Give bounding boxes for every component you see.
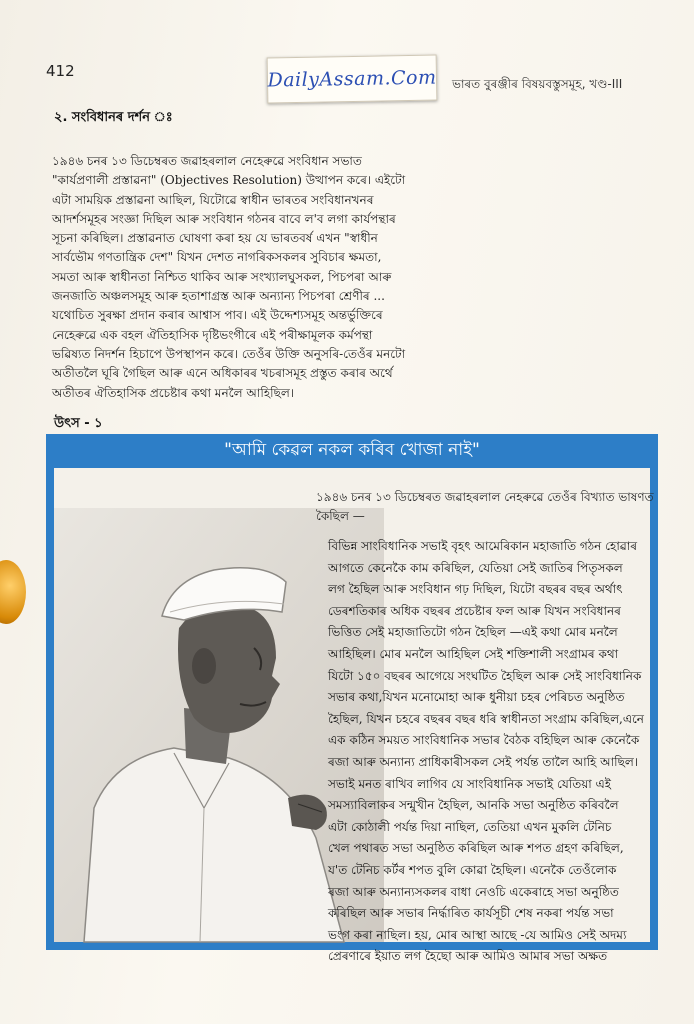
source-title: "আমি কেৱল নকল কৰিব খোজা নাই": [224, 440, 480, 460]
quote-line: ৰজা আৰু অন্যান্য প্ৰাধিকাৰীসকল সেই পৰ্যন্ত তালৈ আহি আছিল।: [328, 754, 639, 769]
source-lead: [316, 488, 654, 526]
body-line: আদৰ্শসমূহৰ সংজ্ঞা দিছিল আৰু সংবিধান গঠনৰ বাবে ল'ব লগা কাৰ্যপন্থাৰ: [52, 211, 396, 226]
watermark-sticker: [267, 55, 438, 104]
quote-line: আহিছিল। মোৰ মনলৈ আহিছিল সেই শক্তিশালী সংগ্ৰামৰ কথা: [328, 646, 619, 661]
body-line: ভৱিষ্যত নিদৰ্শন হিচাপে উপস্থাপন কৰে। তেওঁৰ উক্তি অনুসৰি-তেওঁৰ মনটো: [52, 346, 406, 361]
body-line: যথোচিত সুৰক্ষা প্ৰদান কৰাৰ আশ্বাস পাব। এই উদ্দেশ্যসমূহ অন্তৰ্ভুক্তিৰে: [52, 308, 383, 323]
watermark-text: DailyAssam.Com: [267, 66, 437, 92]
lead-line: কৈছিল —: [316, 509, 365, 523]
source-box: [46, 434, 658, 964]
quote-line: য'ত টেনিচ কৰ্টৰ শপত বুলি কোৱা হৈছিল। এনেকৈ তেওঁলোক: [328, 862, 617, 877]
page-number: 412: [46, 62, 75, 80]
quote-line: বিভিন্ন সাংবিধানিক সভাই বৃহৎ আমেৰিকান মহাজাতি গঠন হোৱাৰ: [328, 539, 638, 553]
quote-line: ভিত্তিত সেই মহাজাতিটো গঠন হৈছিল —এই কথা মোৰ মনলৈ: [328, 625, 618, 640]
source-content: [54, 468, 654, 964]
body-line: "কাৰ্যপ্ৰণালী প্ৰস্তাৱনা" (Objectives Resolution) উত্থাপন কৰে। এইটো: [52, 173, 406, 188]
body-line: সমতা আৰু স্বাধীনতা নিশ্চিত থাকিব আৰু সংখ্যালঘুসকল, পিচপৰা আৰু: [52, 269, 392, 284]
body-line: অতীতৰ ঐতিহাসিক প্ৰচেষ্টাৰ কথা মনলৈ আহিছিল।: [52, 385, 295, 400]
quote-line: এটা কোঠালী পৰ্যন্ত দিয়া নাছিল, তেতিয়া এখন মুকলি টেনিচ: [328, 819, 612, 834]
coin-object: [0, 560, 26, 624]
body-line: জনজাতি অঞ্চলসমূহ আৰু হতাশাগ্ৰস্ত আৰু অন্যান্য পিচপৰা শ্ৰেণীৰ ...: [52, 289, 385, 304]
source-quote: [328, 536, 650, 968]
quote-line: কৰিছিল আৰু সভাৰ নিৰ্দ্ধাৰিত কাৰ্যসূচী শেষ নকৰা পৰ্যন্ত সভা: [328, 906, 614, 921]
quote-line: যিটো ১৫০ বছৰৰ আগেয়ে সংঘটিত হৈছিল আৰু সেই সাংবিধানিক: [328, 668, 642, 683]
source-label: উৎস - ১: [54, 416, 103, 431]
quote-line: সভাই মনত ৰাখিব লাগিব যে সাংবিধানিক সভাই যেতিয়া এই: [328, 776, 611, 791]
lead-line: ১৯৪৬ চনৰ ১৩ ডিচেম্বৰত জৱাহৰলাল নেহৰুৱে তেওঁৰ বিখ্যাত ভাষণত: [316, 490, 654, 504]
quote-line: আগতে কেনেকৈ কাম কৰিছিল, যেতিয়া সেই জাতিৰ পিতৃসকল: [328, 560, 623, 575]
quote-line: খেল পথাৰত সভা অনুষ্ঠিত কৰিছিল আৰু শপত গ্ৰহণ কৰিছিল,: [328, 841, 624, 856]
running-head: ভাৰত বুৰঞ্জীৰ বিষয়বস্তুসমূহ, খণ্ড-III: [452, 77, 623, 91]
body-line: সূচনা কৰিছিল। প্ৰস্তাৱনাত ঘোষণা কৰা হয় যে ভাৰতবৰ্ষ এখন "স্বাধীন: [52, 231, 378, 246]
section-body: [52, 152, 642, 403]
quote-line: ৰজা আৰু অন্যান্যসকলৰ বাধা নেওচি একেৰাহে সভা অনুষ্ঠিত: [328, 884, 619, 899]
quote-line: ডেৰশতিকাৰ অধিক বছৰৰ প্ৰচেষ্টাৰ ফল আৰু যিখন সংবিধানৰ: [328, 603, 621, 618]
quote-line: প্ৰেৰণাৰে ইয়াত লগ হৈছো আৰু আমিও আমাৰ সভা অক্ষত: [328, 949, 608, 964]
body-line: নেহেৰুৱে এক বহল ঐতিহাসিক দৃষ্টিভংগীৰে এই পৰীক্ষামূলক কৰ্মপন্থা: [52, 327, 373, 342]
body-line: অতীতলৈ ঘূৰি গৈছিল আৰু এনে অধিকাৰৰ খচৰাসমূহ প্ৰস্তুত কৰাৰ অৰ্থে: [52, 366, 393, 381]
body-line: সাৰ্বভৌম গণতান্ত্ৰিক দেশ" যিখন দেশত নাগৰিকসকলৰ সুবিচাৰ ক্ষমতা,: [52, 250, 382, 265]
body-line: ১৯৪৬ চনৰ ১৩ ডিচেম্বৰত জৱাহৰলাল নেহেৰুৱে সংবিধান সভাত: [52, 154, 362, 168]
body-line: এটা সাময়িক প্ৰস্তাৱনা আছিল, যিটোৱে স্বাধীন ভাৰতৰ সংবিধানখনৰ: [52, 192, 374, 207]
quote-line: সভাৰ কথা,যিখন মনোমোহা আৰু ধুনীয়া চহৰ পেৰিচত অনুষ্ঠিত: [328, 690, 625, 705]
source-title-bar: [46, 434, 658, 468]
section-heading: ২. সংবিধানৰ দৰ্শন ঃ: [54, 110, 173, 125]
quote-line: এক কঠিন সময়ত সাংবিধানিক সভাৰ বৈঠক বহিছিল আৰু কেনেকৈ: [328, 733, 640, 748]
quote-line: লগ হৈছিল আৰু সংবিধান গঢ় দিছিল, যিটো বছৰৰ বছৰ অৰ্থাৎ: [328, 582, 623, 597]
quote-line: হৈছিল, যিখন চহৰে বছৰৰ বছৰ ধৰি স্বাধীনতা সংগ্ৰাম কৰিছিল,এনে: [328, 711, 644, 726]
quote-line: সমস্যাবিলাকৰ সন্মুখীন হৈছিল, আনকি সভা অনুষ্ঠিত কৰিবলৈ: [328, 798, 619, 813]
quote-line: ভংগ কৰা নাছিল। হয়, মোৰ আস্থা আছে -যে আমিও সেই অদম্য: [328, 927, 627, 942]
